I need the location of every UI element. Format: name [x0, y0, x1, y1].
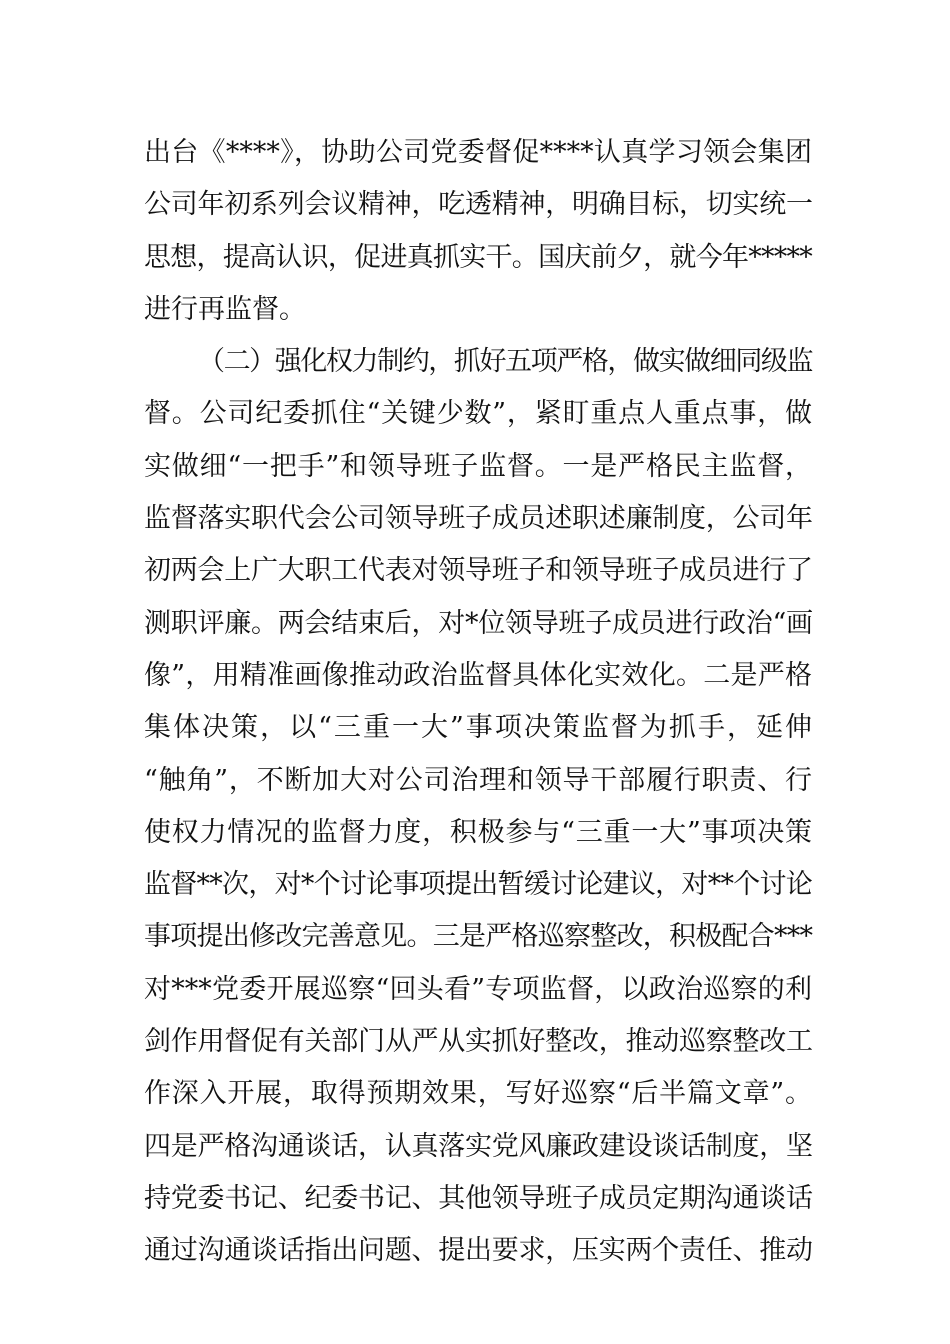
text-line-9: 初两会上广大职工代表对领导班子和领导班子成员进行了 [144, 555, 813, 587]
text-line-13: “触角”，不断加大对公司治理和领导干部履行职责、行 [144, 764, 812, 796]
text-line-1: 出台《****》，协助公司党委督促****认真学习领会集团 [144, 137, 812, 168]
text-line-4: 进行再监督。 [144, 293, 306, 325]
text-line-2: 公司年初系列会议精神，吃透精神，明确目标，切实统一 [144, 189, 813, 221]
text-line-15: 监督**次，对*个讨论事项提出暂缓讨论建议，对**个讨论 [144, 869, 812, 901]
body-text [144, 127, 812, 1278]
text-line-11: 像”，用精准画像推动政治监督具体化实效化。二是严格 [144, 659, 812, 691]
text-line-22: 通过沟通谈话指出问题、提出要求，压实两个责任、推动 [144, 1235, 813, 1267]
text-line-14: 使权力情况的监督力度，积极参与“三重一大”事项决策 [144, 816, 812, 848]
text-line-16: 事项提出修改完善意见。三是严格巡察整改，积极配合*** [144, 921, 813, 953]
text-line-10: 测职评廉。两会结束后，对*位领导班子成员进行政治“画 [144, 607, 813, 639]
text-line-8: 监督落实职代会公司领导班子成员述职述廉制度，公司年 [144, 503, 813, 535]
text-line-6: 督。公司纪委抓住“关键少数”，紧盯重点人重点事，做 [144, 398, 812, 430]
text-line-7: 实做细“一把手”和领导班子监督。一是严格民主监督， [144, 450, 812, 482]
text-line-21: 持党委书记、纪委书记、其他领导班子成员定期沟通谈话 [144, 1182, 813, 1214]
text-line-17: 对***党委开展巡察“回头看”专项监督，以政治巡察的利 [144, 973, 812, 1005]
text-line-20: 四是严格沟通谈话，认真落实党风廉政建设谈话制度，坚 [144, 1130, 813, 1162]
text-line-18: 剑作用督促有关部门从严从实抓好整改，推动巡察整改工 [144, 1026, 813, 1058]
section-heading-line: （二）强化权力制约，抓好五项严格，做实做细同级监 [198, 346, 812, 378]
text-line-12: 集体决策，以“三重一大”事项决策监督为抓手，延伸 [144, 712, 812, 744]
text-line-3: 思想，提高认识，促进真抓实干。国庆前夕，就今年***** [144, 241, 812, 273]
text-line-19: 作深入开展，取得预期效果，写好巡察“后半篇文章”。 [144, 1078, 812, 1110]
